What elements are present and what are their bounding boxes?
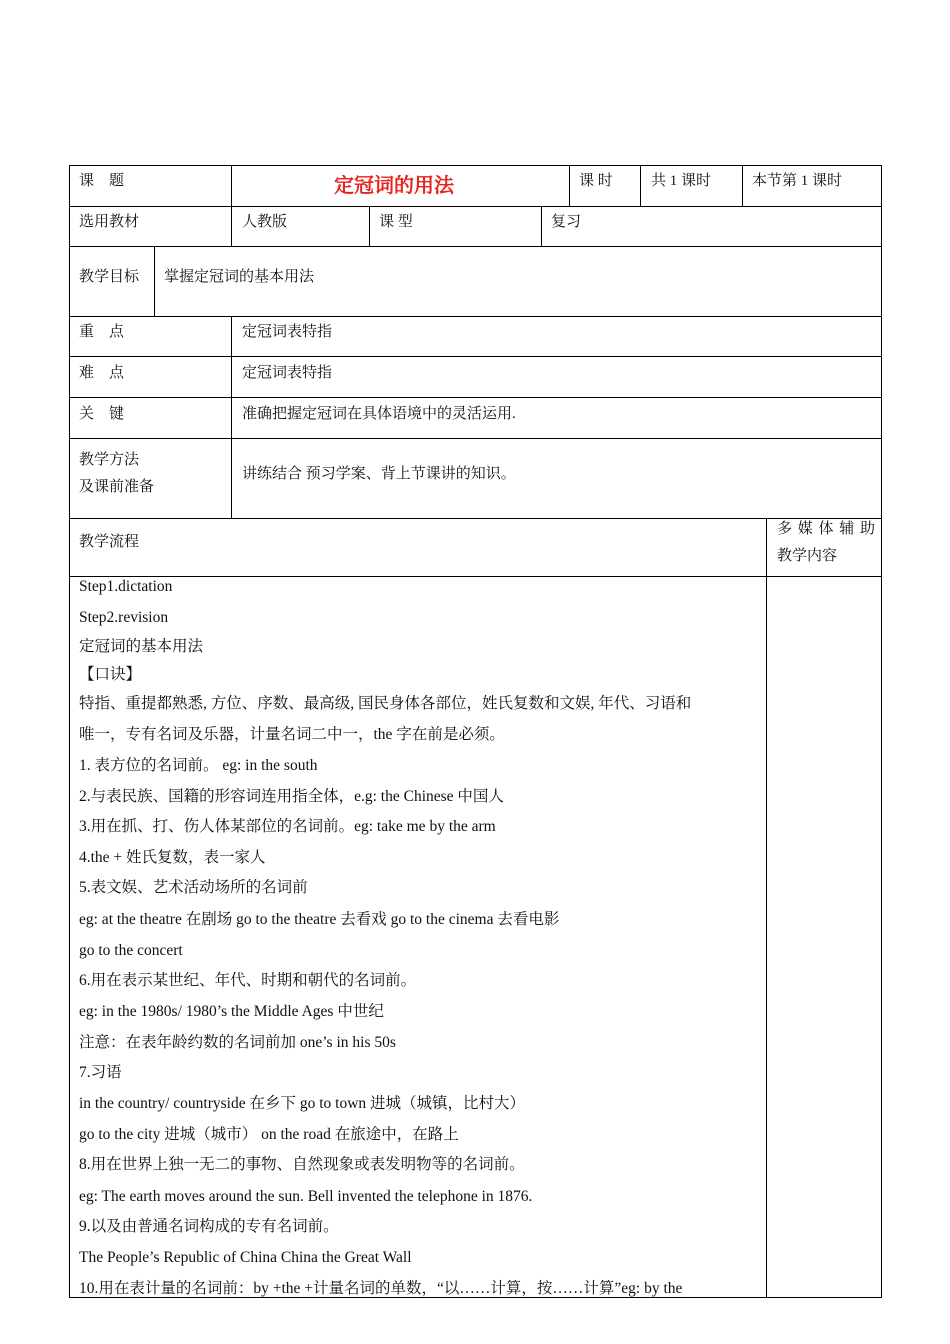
method-value: 讲练结合 预习学案、背上节课讲的知识。 [242,466,516,482]
material-value: 人教版 [242,214,288,230]
period-total: 共 1 课时 [651,173,712,189]
content-line: eg: in the 1980s/ 1980’s the Middle Ages 中世纪 [79,1003,384,1020]
content-line: go to the concert [79,942,183,959]
content-line: 注意：在表年龄约数的名词前加 one’s in his 50s [79,1034,396,1051]
material-label: 选用教材 [79,214,140,230]
period-label: 课 时 [579,173,613,189]
content-line: 3.用在抓、打、伤人体某部位的名词前。eg: take me by the arm [79,818,496,835]
content-line: Step1.dictation [79,578,173,595]
content-line: eg: The earth moves around the sun. Bell invented the telephone in 1876. [79,1188,533,1205]
media-label-line1: 多 媒 体 辅 助 [777,521,877,537]
content-line: The People’s Republic of China China the Great Wall [79,1249,412,1266]
content-line: 7.习语 [79,1064,122,1081]
content-line: 1. 表方位的名词前。 eg: in the south [79,757,318,774]
key-point-label: 重 点 [79,324,125,340]
content-line: Step2.revision [79,609,169,626]
process-label: 教学流程 [79,534,140,550]
method-label-line2: 及课前准备 [79,479,155,495]
content-line: 2.与表民族、国籍的形容词连用指全体，e.g: the Chinese 中国人 [79,788,504,805]
subject-label: 课 题 [79,173,125,189]
content-line: 4.the + 姓氏复数，表一家人 [79,849,266,866]
content-line: eg: at the theatre 在剧场 go to the theatre 去看戏 go to the cinema 去看电影 [79,911,560,928]
goal-value: 掌握定冠词的基本用法 [164,269,315,285]
crux-value: 准确把握定冠词在具体语境中的灵活运用. [242,406,516,422]
content-line: go to the city 进城（城市） on the road 在旅途中，在路上 [79,1126,459,1143]
content-line: 10.用在表计量的名词前：by +the +计量名词的单数，“以……计算，按……计算”eg: by the [79,1280,683,1297]
content-line: 5.表文娱、艺术活动场所的名词前 [79,879,308,896]
content-line: 【口诀】 [79,666,142,683]
method-label-line1: 教学方法 [79,452,140,468]
lesson-type-value: 复习 [551,214,582,230]
content-line: 定冠词的基本用法 [79,638,204,655]
media-label-line2: 教学内容 [777,548,838,564]
content-line: 唯一，专有名词及乐器，计量名词二中一，the 字在前是必须。 [79,726,505,743]
period-current: 本节第 1 课时 [752,173,843,189]
goal-label: 教学目标 [79,269,140,285]
difficulty-value: 定冠词表特指 [242,365,333,381]
lesson-type-label: 课 型 [379,214,413,230]
content-line: 6.用在表示某世纪、年代、时期和朝代的名词前。 [79,972,417,989]
content-line: in the country/ countryside 在乡下 go to town 进城（城镇，比村大） [79,1095,526,1112]
key-point-value: 定冠词表特指 [242,324,333,340]
content-line: 特指、重提都熟悉, 方位、序数、最高级, 国民身体各部位，姓氏复数和文娱, 年代、习语和 [79,695,692,712]
content-line: 8.用在世界上独一无二的事物、自然现象或表发明物等的名词前。 [79,1156,525,1173]
difficulty-label: 难 点 [79,365,125,381]
content-line: 9.以及由普通名词构成的专有名词前。 [79,1218,339,1235]
crux-label: 关 键 [79,406,125,422]
lesson-title: 定冠词的用法 [334,175,454,197]
